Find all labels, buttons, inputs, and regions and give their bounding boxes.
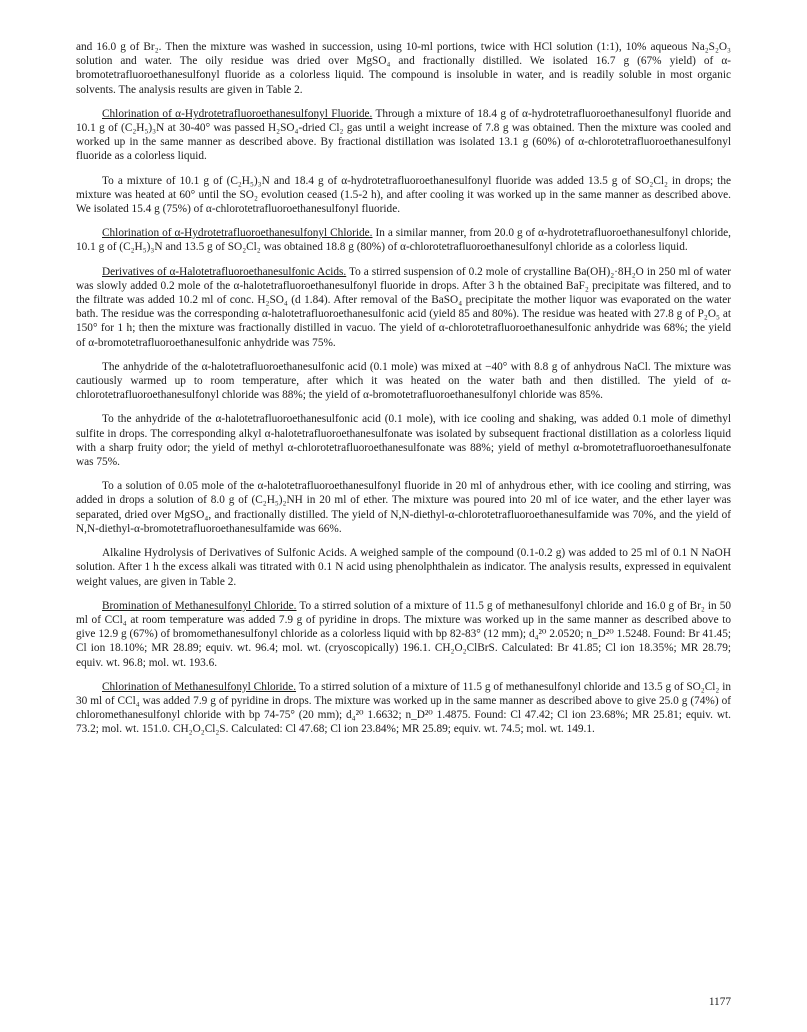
paragraph-text: and 16.0 g of Br₂. Then the mixture was washed in succession, using 10-ml portions, twice with HCl solution (1:1), 10% aqueous Na₂S₂O₃ solution and water. The oily residue was dried over MgSO₄ and fractionally distilled. We isolated 16.7 g (67% yield) of α-bromotetrafluoroethanesulfonyl fluoride as a colorless liquid. The compound is insoluble in water, and is readily soluble in most organic solvents. The analysis results are given in Table 2. xyxy=(76,41,731,96)
paragraph xyxy=(76,412,731,469)
section-heading: Chlorination of Methanesulfonyl Chloride. xyxy=(102,680,297,693)
paragraph-text: To a solution of 0.05 mole of the α-halotetrafluoroethanesulfonyl fluoride in 20 ml of anhydrous ether, with ice cooling and stirring, was added in drops a solution of 8.0 g of (C₂H₅)₂NH in 20 ml of ether. The mixture was poured into 20 ml of ice water, and the ether layer was separated, dried over MgSO₄, and fractionally distilled. The yield of N,N-diethyl-α-chlorotetrafluoroethanesulfamide was 70%, and the yield of N,N-diethyl-α-bromotetrafluoroethanesulfamide was 66%. xyxy=(76,480,731,535)
paragraph xyxy=(76,546,731,589)
paragraph xyxy=(76,360,731,403)
paragraph-text: Through a mixture of 18.4 g of α-hydrotetrafluoroethanesulfonyl fluoride and 10.1 g of (C₂H₅)₃N at 30-40° was passed H₂SO₄-dried Cl₂ gas until a weight increase of 7.8 g was obtained. Then the mixture was cooled and worked up in the same manner as described above. By fractional distillation was isolated 13.1 g (60%) of α-chlorotetrafluoroethanesulfonyl fluoride as a colorless liquid. xyxy=(76,107,732,163)
paragraph-text: To a stirred solution of a mixture of 11.5 g of methanesulfonyl chloride and 13.5 g of SO₂Cl₂ in 30 ml of CCl₄ was added 7.9 g of pyridine in drops. The mixture was worked up in the same manner as described above to give 25.0 g (74%) of chloromethanesulfonyl chloride with bp 74-75° (20 mm); d₄²⁰ 1.6632; n_D²⁰ 1.4875. Found: Cl 47.42; Cl ion 23.68%; MR 25.81; equiv. wt. 73.2; mol. wt. 151.0. CH₂O₂Cl₂S. Calculated: Cl 47.68; Cl ion 23.84%; MR 25.89; equiv. wt. 74.5; mol. wt. 149.1. xyxy=(76,680,731,736)
paragraph-text: To a stirred suspension of 0.2 mole of crystalline Ba(OH)₂·8H₂O in 250 ml of water was slowly added 0.2 mole of the α-halotetrafluoroethanesulfonyl fluoride in drops. After 3 h the obtained BaF₂ precipitate was filtered, and to the filtrate was added 10.2 ml of conc. H₂SO₄ (d 1.84). After removal of the BaSO₄ precipitate the mother liquor was evaporated on the water bath. The residue was the corresponding α-halotetrafluoroethanesulfonic acid (yield 85 and 80%). The residue was heated with 27.8 g of P₂O₅ at 150° for 1 h; then the mixture was fractionally distilled in vacuo. The yield of α-chlorotetrafluoroethanesulfonic anhydride was 68%; the yield of α-bromotetrafluoroethanesulfonic anhydride was 75%. xyxy=(76,265,731,349)
paragraph xyxy=(76,107,731,164)
paragraph xyxy=(76,226,731,254)
page-number: 1177 xyxy=(708,996,731,1008)
paragraph-text: To a mixture of 10.1 g of (C₂H₅)₃N and 18.4 g of α-hydrotetrafluoroethanesulfonyl fluoride was added 13.5 g of SO₂Cl₂ in drops; the mixture was heated at 60° until the SO₂ evolution ceased (1.5-2 h), and after cooling it was worked up in the same manner as described above. We isolated 15.4 g (75%) of α-chlorotetrafluoroethanesulfonyl fluoride. xyxy=(76,174,731,216)
paragraph xyxy=(76,479,731,536)
section-heading: Bromination of Methanesulfonyl Chloride. xyxy=(102,599,297,612)
paragraph-text: In a similar manner, from 20.0 g of α-hydrotetrafluoroethanesulfonyl chloride, 10.1 g of (C₂H₅)₃N and 13.5 g of SO₂Cl₂ was obtained 18.8 g (80%) of α-chlorotetrafluoroethanesulfonyl chloride as a colorless liquid. xyxy=(76,227,732,254)
section-heading: Chlorination of α-Hydrotetrafluoroethanesulfonyl Fluoride. xyxy=(102,107,373,120)
paragraph xyxy=(76,174,731,217)
paragraph xyxy=(76,680,731,737)
paragraph xyxy=(76,265,731,350)
section-heading: Derivatives of α-Halotetrafluoroethanesulfonic Acids. xyxy=(102,265,347,278)
paragraph-text: The anhydride of the α-halotetrafluoroethanesulfonic acid (0.1 mole) was mixed at −40° with 8.8 g of anhydrous NaCl. The mixture was cautiously warmed up to room temperature, after which it was heated on the water bath and then distilled. The yield of α-chlorotetrafluoroethanesulfonyl chloride was 88%; the yield of α-bromotetrafluoroethanesulfonyl chloride was 85%. xyxy=(76,360,731,402)
section-heading: Chlorination of α-Hydrotetrafluoroethanesulfonyl Chloride. xyxy=(102,227,373,240)
paragraph-text: Alkaline Hydrolysis of Derivatives of Sulfonic Acids. A weighed sample of the compound (0.1-0.2 g) was added to 25 ml of 0.1 N NaOH solution. After 1 h the excess alkali was titrated with 0.1 N acid using phenolphthalein as indicator. The analysis results, expressed in equivalent weight values, are given in Table 2. xyxy=(76,547,731,588)
paragraph xyxy=(76,40,731,97)
paragraph-text: To a stirred solution of a mixture of 11.5 g of methanesulfonyl chloride and 16.0 g of Br₂ in 50 ml of CCl₄ at room temperature was added 7.9 g of pyridine in drops. The mixture was worked up in the same manner as described above to give 12.9 g (67%) of bromomethanesulfonyl chloride as a colorless liquid with bp 82-83° (12 mm); d₄²⁰ 2.0520; n_D²⁰ 1.5248. Found: Br 41.45; Cl ion 18.10%; MR 28.89; equiv. wt. 96.4; mol. wt. (cryoscopically) 196.1. CH₂O₂ClBrS. Calculated: Br 41.85; Cl ion 18.35%; MR 28.79; equiv. wt. 96.8; mol. wt. 193.6. xyxy=(76,599,732,669)
paragraph-text: To the anhydride of the α-halotetrafluoroethanesulfonic acid (0.1 mole), with ice cooling and shaking, was added 0.1 mole of dimethyl sulfite in drops. The corresponding alkyl α-halotetrafluoroethanesulfonate was isolated by subsequent fractional distillation as a colorless liquid with a sharp fruity odor; the yield of methyl α-chlorotetrafluoroethanesulfonate was 88%; yield of methyl α-bromotetrafluoroethanesulfonate was 75%. xyxy=(76,413,731,469)
page-body xyxy=(76,40,731,747)
paragraph xyxy=(76,599,731,670)
